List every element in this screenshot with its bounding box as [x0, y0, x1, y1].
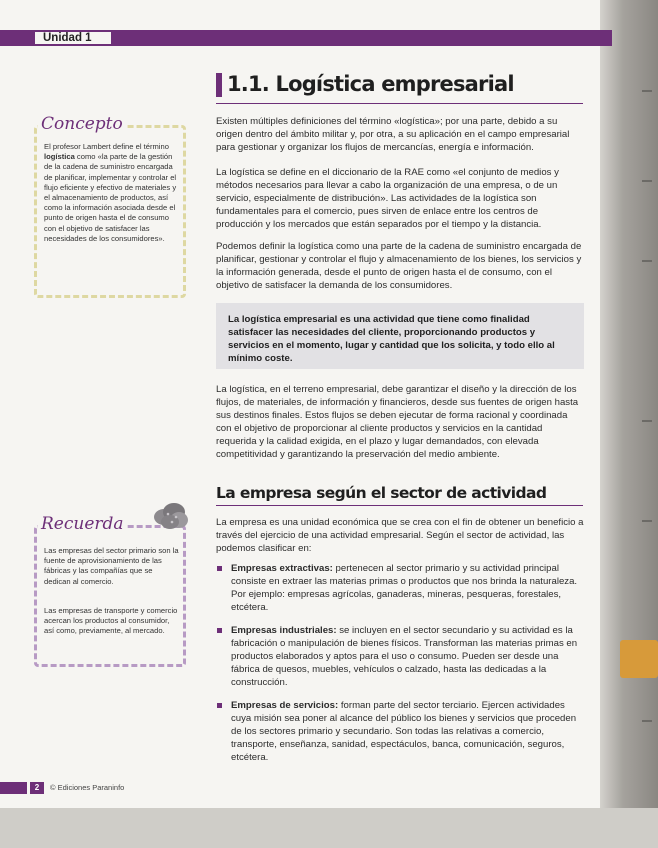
bullet-term: Empresas industriales: — [231, 625, 337, 636]
page-edge-mark — [642, 520, 652, 522]
concepto-title: Concepto — [38, 114, 126, 134]
section-title: 1.1. Logística empresarial — [227, 72, 514, 96]
list-item — [216, 699, 584, 764]
page-edge-mark — [642, 260, 652, 262]
bullet-square-icon — [217, 703, 222, 708]
recuerda-text-1: Las empresas del sector primario son la fuente de aprovisionamiento de las fábricas y las compañías que se dedican al comercio. — [44, 546, 179, 586]
page-edge-mark — [642, 90, 652, 92]
highlight-box: La logística empresarial es una actividad que tiene como finalidad satisfacer las necesidades del cliente, proporcionando productos y servicios en el momento, lugar y cantidad que los solicita, y todo ello al mínimo coste. — [216, 303, 584, 369]
list-item — [216, 624, 584, 689]
list-item — [216, 562, 584, 614]
bullet-term: Empresas de servicios: — [231, 700, 339, 711]
bullet-term: Empresas extractivas: — [231, 563, 333, 574]
bullet-text: se incluyen en el sector secundario y su actividad es la fabricación o manipulación de bienes físicos. Transforman las materias primas en productos elaborados y aptos para el uso o consumo. Pueden ser desde una fábrica de quesos, muebles, vehículos o calzado, hasta las dedicadas a la construcción. — [231, 625, 578, 688]
unit-label: Unidad 1 — [34, 31, 112, 45]
page-edge-mark — [642, 720, 652, 722]
bottom-band — [0, 808, 658, 848]
bullet-square-icon — [217, 566, 222, 571]
subsection-intro: La empresa es una unidad económica que se crea con el fin de obtener un beneficio a través del ejercicio de una actividad empresarial. Según el sector de actividad, las podemos clasificar en: — [216, 517, 584, 554]
title-marker — [216, 73, 222, 97]
page-edge-mark — [642, 420, 652, 422]
footer-bar — [0, 782, 27, 794]
bullet-square-icon — [217, 628, 222, 633]
title-rule — [216, 103, 583, 104]
page-number: 2 — [30, 782, 44, 794]
bullet-text: forman parte del sector terciario. Ejercen actividades cuya misión sea poner al alcance del público los bienes y servicios que proceden de los sectores primario y secundario. Son todas las relativas a comercio, transporte, enseñanza, sanidad, espectáculos, banca, comunicación, seguros, etcétera. — [231, 700, 577, 763]
subsection-title: La empresa según el sector de actividad — [216, 484, 547, 502]
paragraph-1: Existen múltiples definiciones del término «logística»; por una parte, debido a su origen dentro del ámbito militar y, por otra, a su aplicación en el campo empresarial para gestionar y organizar los flujos de mercancías, energía e información. — [216, 116, 570, 153]
concepto-text: El profesor Lambert define el término logística como «la parte de la gestión de la cadena de suministro encargada de planificar, implementar y controlar el flujo eficiente y efectivo de materiales y el almacenamiento de productos, así como la información asociada desde el punto de origen hasta el de consumo con el objetivo de satisfacer las necesidades de los consumidores». — [44, 142, 177, 243]
cloud-icon — [152, 502, 190, 532]
publisher: © Ediciones Paraninfo — [50, 783, 125, 792]
paragraph-4: La logística, en el terreno empresarial, debe garantizar el diseño y la dirección de los flujos, de materiales, de información y financieros, desde sus fuentes de origen hasta sus destinos finales. Estos flujos se deben ejecutar de forma racional y coordinada con el objetivo de proporcionar al cliente productos y servicios en la cantidad requerida y la calidad exigida, en el plazo y lugar demandados, con elevada competitividad y garantizando la preservación del medio ambiente. — [216, 384, 579, 460]
page-edge-mark — [642, 180, 652, 182]
next-page-orange-box — [620, 640, 658, 678]
subsection-rule — [216, 505, 583, 506]
recuerda-title: Recuerda — [38, 514, 127, 534]
recuerda-text-2: Las empresas de transporte y comercio acercan los productos al consumidor, así como, previamente, al mercado. — [44, 606, 178, 636]
paragraph-2: La logística se define en el diccionario de la RAE como «el conjunto de medios y métodos necesarios para llevar a cabo la organización de una empresa, o de un servicio, especialmente de distribución». Las actividades de la logística son fundamentales para el comercio, pues sirven de enlace entre los centros de producción y los mercados que están separados por el tiempo y la distancia. — [216, 167, 559, 230]
bullet-text: pertenecen al sector primario y su actividad principal consiste en extraer las materias primas o productos que nos brinda la naturaleza. Por ejemplo: empresas agrícolas, ganaderas, mineras, pesqueras, forestales, etcétera. — [231, 563, 578, 613]
paragraph-3: Podemos definir la logística como una parte de la cadena de suministro encargada de planificar, gestionar y controlar el flujo y almacenamiento de los bienes, los servicios y la información generada, desde el punto de origen hasta el de consumo, con el objetivo de satisfacer la demanda de los consumidores. — [216, 241, 582, 291]
